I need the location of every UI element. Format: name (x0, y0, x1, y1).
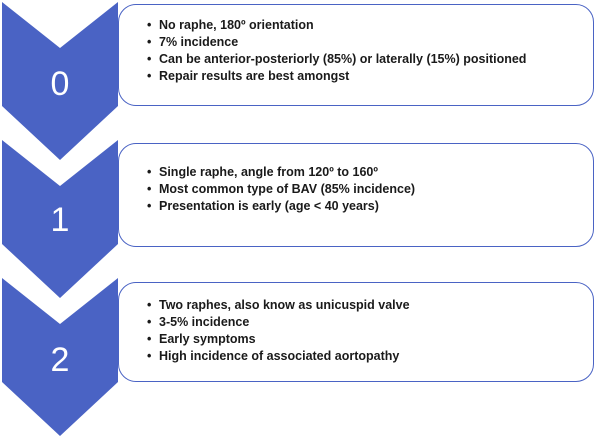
list-item: • 7% incidence (147, 34, 579, 51)
list-item: • Single raphe, angle from 120º to 160º (147, 164, 579, 181)
list-item: • High incidence of associated aortopathy (147, 348, 579, 365)
list-item: • Repair results are best amongst (147, 68, 579, 85)
stage-number-1: 1 (50, 201, 70, 239)
list-item: • Early symptoms (147, 331, 579, 348)
list-item: • Two raphes, also know as unicuspid valve (147, 297, 579, 314)
stage-box-1 (118, 143, 594, 247)
chevron-2 (2, 278, 118, 436)
chevron-1 (2, 140, 118, 298)
stage-number-0: 0 (50, 65, 70, 103)
stage-number-2: 2 (50, 341, 70, 379)
list-item: • Presentation is early (age < 40 years) (147, 198, 579, 215)
chevron-0 (2, 2, 118, 160)
stage-box-0 (118, 4, 594, 106)
list-item: • 3-5% incidence (147, 314, 579, 331)
list-item: • Can be anterior-posteriorly (85%) or laterally (15%) positioned (147, 51, 579, 68)
stage-box-2 (118, 282, 594, 382)
stage-list-1 (147, 164, 579, 215)
list-item: • Most common type of BAV (85% incidence) (147, 181, 579, 198)
list-item: • No raphe, 180º orientation (147, 17, 579, 34)
stage-list-0 (147, 17, 579, 85)
stage-list-2 (147, 297, 579, 365)
